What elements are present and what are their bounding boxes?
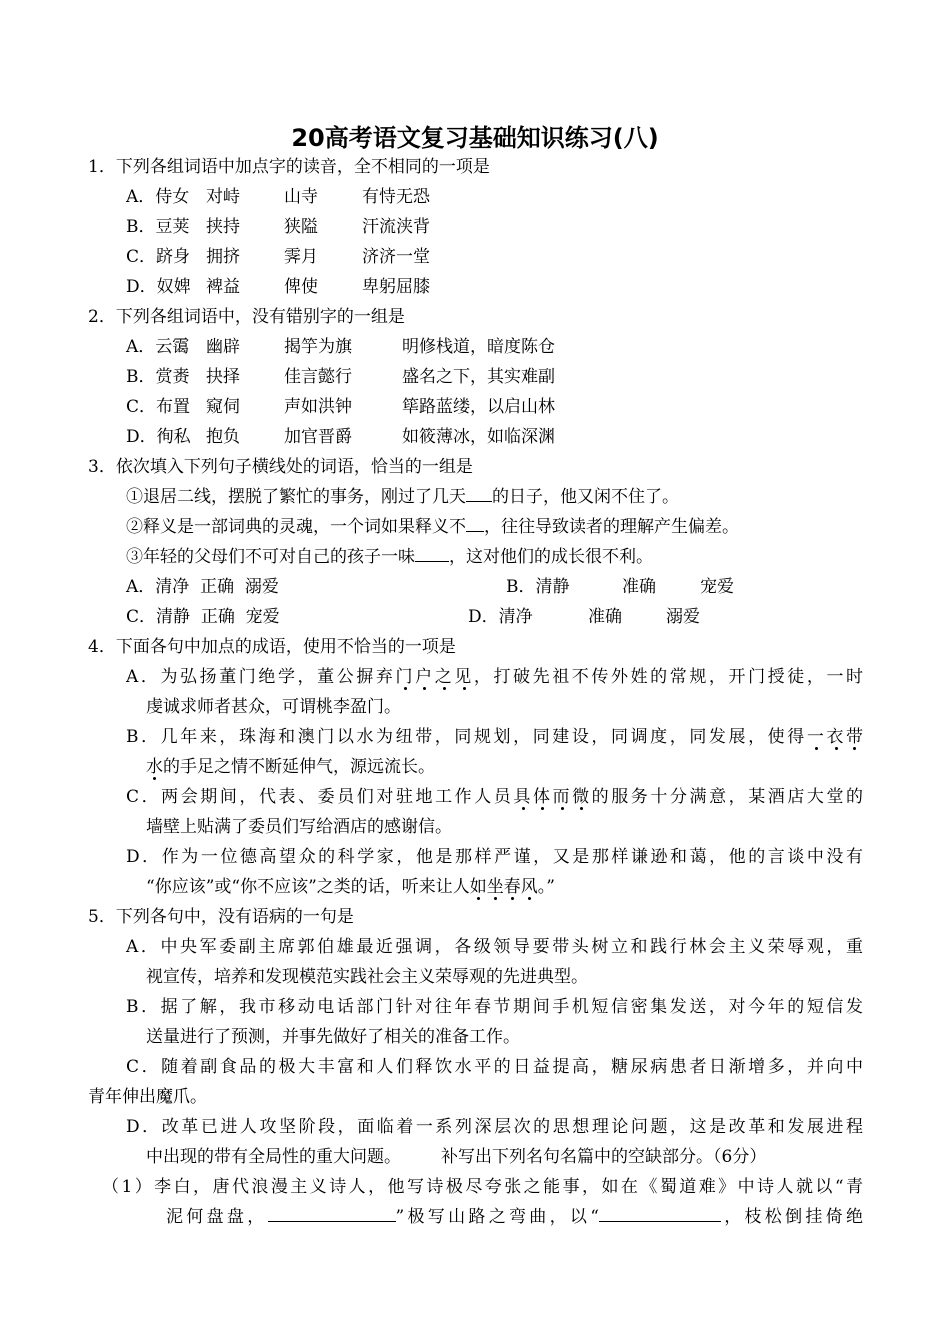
question-1-stem: 1．下列各组词语中加点字的读音，全不相同的一项是 xyxy=(88,157,490,177)
q4-option-d-line2: “你应该”或“你不应该”之类的话，听来让人如坐春风。” xyxy=(146,877,555,897)
dotted-idiom xyxy=(146,757,163,777)
q4-option-c-line2: 墙壁上贴满了委员们写给酒店的感谢信。 xyxy=(146,817,452,837)
emphasis-dot-char: 衣 xyxy=(826,727,847,747)
q5-option-d-line2: 中出现的带有全局性的重大问题。 补写出下列名句名篇中的空缺部分。（6分） xyxy=(146,1147,767,1167)
emphasis-dot-char: 之 xyxy=(434,667,455,687)
q3-sentence-1: ①退居二线，摆脱了繁忙的事务，刚过了几天 的日子，他又闲不住了。 xyxy=(88,482,863,512)
emphasis-dot-char: 水 xyxy=(146,757,163,777)
q4-option-a-line2: 虔诚求师者甚众，可谓桃李盈门。 xyxy=(146,697,401,717)
q1-option-b: B．豆荚 挟持 狭隘 汗流浃背 xyxy=(126,217,430,237)
q6-item-1-line1: （1）李白，唐代浪漫主义诗人，他写诗极尽夸张之能事，如在《蜀道难》中诗人就以“青 xyxy=(102,1177,863,1197)
q5-option-b-line1: B．据了解，我市移动电话部门针对往年春节期间手机短信密集发送，对今年的短信发 xyxy=(126,997,863,1017)
emphasis-dot-char: 春 xyxy=(503,877,521,897)
q5-option-c-line2: 青年伸出魔爪。 xyxy=(88,1087,207,1107)
q1-option-c: C．跻身 拥挤 霁月 济济一堂 xyxy=(126,247,430,267)
q1-option-d: D．奴婢 裨益 俾使 卑躬屈膝 xyxy=(126,277,430,297)
q4-option-d-line1: D．作为一位德高望众的科学家，他是那样严谨，又是那样谦逊和蔼，他的言谈中没有 xyxy=(126,847,863,867)
q2-option-b: B．赏赉 抉择 佳言懿行 盛名之下，其实难副 xyxy=(126,367,555,387)
q5-option-a-line1: A．中央军委副主席郭伯雄最近强调，各级领导要带头树立和践行林会主义荣辱观，重 xyxy=(126,937,863,957)
q4-option-b-line1: B．几年来，珠海和澳门以水为纽带，同规划，同建设，同调度，同发展，使得一衣带 xyxy=(126,727,864,747)
emphasis-dot-char: 见 xyxy=(454,667,474,687)
answer-blank[interactable] xyxy=(599,1203,721,1222)
answer-blank[interactable] xyxy=(466,513,484,532)
q4-option-a-line1: A．为弘扬董门绝学，董公摒弃门户之见，打破先祖不传外姓的常规，开门授徒，一时 xyxy=(126,667,864,687)
question-5-stem: 5．下列各句中，没有语病的一句是 xyxy=(88,907,354,927)
dotted-idiom xyxy=(396,667,474,687)
q1-option-a: A．侍女 对峙 山寺 有恃无恐 xyxy=(126,187,430,207)
emphasis-dot-char: 如 xyxy=(469,877,487,897)
section-instruction: 补写出下列名句名篇中的空缺部分。（6分） xyxy=(441,1147,767,1167)
emphasis-dot-char: 带 xyxy=(846,727,864,747)
q5-option-c-line1: C．随着副食品的极大丰富和人们释饮水平的日益提高，糖尿病患者日渐增多，并向中 xyxy=(126,1057,863,1077)
question-3-stem: 3．依次填入下列句子横线处的词语，恰当的一组是 xyxy=(88,457,473,477)
exercise-body xyxy=(88,152,863,1232)
q2-option-c: C．布置 窥伺 声如洪钟 筚路蓝缕，以启山林 xyxy=(126,397,555,417)
emphasis-dot-char: 户 xyxy=(415,667,435,687)
dotted-idiom xyxy=(513,787,591,807)
q3-sentence-2: ②释义是一部词典的灵魂，一个词如果释义不 ，往往导致读者的理解产生偏差。 xyxy=(88,512,863,542)
q5-option-a-line2: 视宣传，培养和发现模范实践社会主义荣辱观的先进典型。 xyxy=(146,967,588,987)
dotted-idiom xyxy=(807,727,863,747)
question-4-stem: 4．下面各句中加点的成语，使用不恰当的一项是 xyxy=(88,637,456,657)
q6-item-1-line2: 泥何盘盘， ”极写山路之弯曲，以“ ，枝松倒挂倚绝 xyxy=(88,1202,863,1232)
emphasis-dot-char: 微 xyxy=(572,787,592,807)
q5-option-b-line2: 送量进行了预测，并事先做好了相关的准备工作。 xyxy=(146,1027,520,1047)
q3-options-ab: A．清净 正确 溺爱 B．清静 准确 宠爱 xyxy=(126,577,734,597)
emphasis-dot-char: 风 xyxy=(520,877,538,897)
answer-blank[interactable] xyxy=(415,543,449,562)
q5-option-d-line1: D．改革已进人攻坚阶段，面临着一系列深层次的思想理论问题，这是改革和发展进程 xyxy=(126,1117,863,1137)
emphasis-dot-char: 坐 xyxy=(486,877,504,897)
q3-sentence-3: ③年轻的父母们不可对自己的孩子一味 ，这对他们的成长很不利。 xyxy=(88,542,863,572)
emphasis-dot-char: 而 xyxy=(552,787,573,807)
page-title: 20高考语文复习基础知识练习(八) xyxy=(291,124,659,152)
q4-option-c-line1: C．两会期间，代表、委员们对驻地工作人员具体而微的服务十分满意，某酒店大堂的 xyxy=(126,787,864,807)
dotted-idiom xyxy=(470,877,538,897)
question-2-stem: 2．下列各组词语中，没有错别字的一组是 xyxy=(88,307,405,327)
q2-option-a: A．云霭 幽辟 揭竽为旗 明修栈道，暗度陈仓 xyxy=(126,337,555,357)
emphasis-dot-char: 体 xyxy=(532,787,553,807)
emphasis-dot-char: 门 xyxy=(395,667,416,687)
emphasis-dot-char: 一 xyxy=(806,727,827,747)
answer-blank[interactable] xyxy=(466,483,492,502)
emphasis-dot-char: 具 xyxy=(513,787,533,807)
q3-options-cd: C．清静 正确 宠爱 D．清净 准确 溺爱 xyxy=(126,607,700,627)
q2-option-d: D．徇私 抱负 加官晋爵 如筱薄冰，如临深渊 xyxy=(126,427,555,447)
answer-blank[interactable] xyxy=(268,1203,396,1222)
q4-option-b-line2: 水的手足之情不断延伸气，源远流长。 xyxy=(146,757,435,777)
